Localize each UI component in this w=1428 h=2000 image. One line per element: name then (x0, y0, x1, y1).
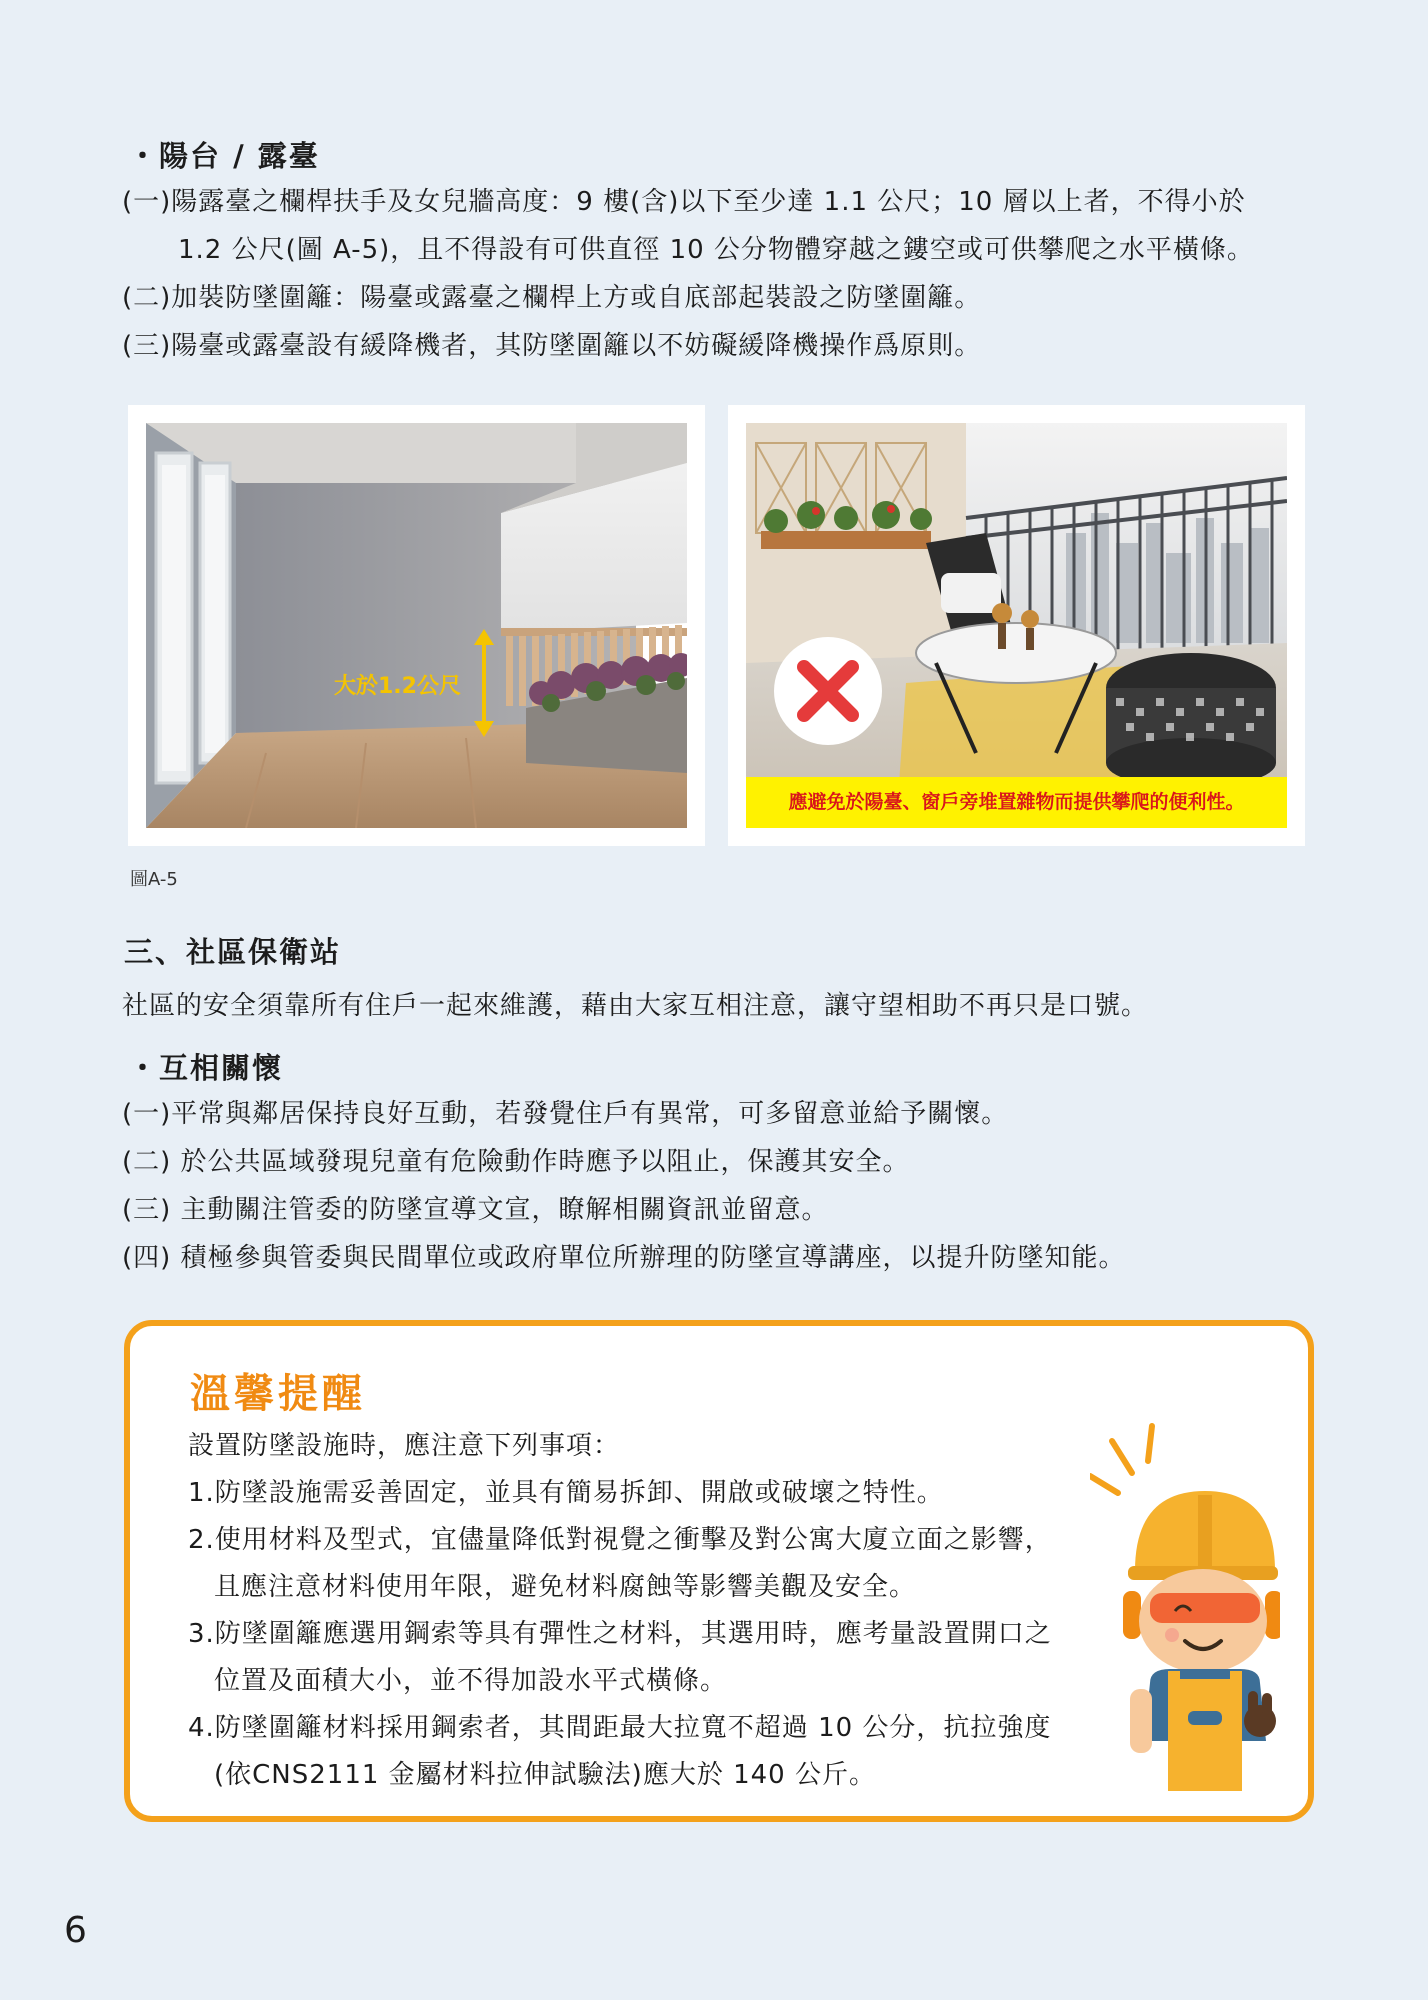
balcony-item-1-cont: 1.2 公尺(圖 A-5)，且不得設有可供直徑 10 公分物體穿越之鏤空或可供攀爬之水平橫條。 (178, 235, 1254, 265)
tip-item-4-cont: (依CNS2111 金屬材料拉伸試驗法)應大於 140 公斤。 (214, 1760, 876, 1790)
balcony-item-3: (三)陽臺或露臺設有緩降機者，其防墜圍籬以不妨礙緩降機操作爲原則。 (122, 331, 982, 361)
hazard-caption: 應避免於陽臺、窗戶旁堆置雜物而提供攀爬的便利性。 (788, 791, 1245, 813)
care-item-2: (二) 於公共區域發現兒童有危險動作時應予以阻止，保護其安全。 (122, 1147, 910, 1177)
tip-item-1: 1.防墜設施需妥善固定，並具有簡易拆卸、開啟或破壞之特性。 (188, 1478, 944, 1508)
tip-item-2-cont: 且應注意材料使用年限，避免材料腐蝕等影響美觀及安全。 (214, 1572, 917, 1602)
photo-balcony-scene (146, 423, 687, 828)
mutual-care-heading: ・互相關懷 (128, 1051, 284, 1085)
care-item-1: (一)平常與鄰居保持良好互動，若發覺住戶有異常，可多留意並給予關懷。 (122, 1099, 1009, 1129)
tip-item-4: 4.防墜圍籬材料採用鋼索者，其間距最大拉寬不超過 10 公分，抗拉強度 (188, 1713, 1052, 1743)
community-heading: 三、社區保衛站 (124, 935, 342, 969)
tip-content (188, 1423, 1052, 1799)
balcony-item-1: (一)陽露臺之欄桿扶手及女兒牆高度：9 樓(含)以下至少達 1.1 公尺；10 層以上者，不得小於 (122, 187, 1246, 217)
photo-balcony-height (128, 405, 705, 846)
figure-caption: 圖A-5 (130, 869, 178, 890)
tip-item-2: 2.使用材料及型式，宜儘量降低對視覺之衝擊及對公寓大廈立面之影響， (188, 1525, 1052, 1555)
hazard-illustration (746, 423, 1287, 828)
worker-mascot-icon (1090, 1421, 1280, 1791)
tip-intro: 設置防墜設施時，應注意下列事項： (188, 1431, 621, 1461)
tip-title: 溫馨提醒 (190, 1371, 366, 1417)
balcony-illustration (146, 423, 687, 828)
tip-box (124, 1320, 1314, 1822)
height-label: 大於1.2公尺 (334, 674, 461, 699)
balcony-list (122, 178, 1254, 370)
balcony-heading: ・陽台 / 露臺 (128, 139, 320, 173)
community-intro: 社區的安全須靠所有住戶一起來維護，藉由大家互相注意，讓守望相助不再只是口號。 (122, 991, 1149, 1021)
photo-hazard-scene (746, 423, 1287, 828)
tip-item-3: 3.防墜圍籬應選用鋼索等具有彈性之材料，其選用時，應考量設置開口之 (188, 1619, 1052, 1649)
tip-item-3-cont: 位置及面積大小，並不得加設水平式橫條。 (214, 1666, 728, 1696)
care-item-4: (四) 積極參與管委與民間單位或政府單位所辦理的防墜宣導講座，以提升防墜知能。 (122, 1243, 1126, 1273)
balcony-item-2: (二)加裝防墜圍籬：陽臺或露臺之欄桿上方或自底部起裝設之防墜圍籬。 (122, 283, 982, 313)
page-number: 6 (64, 1910, 87, 1951)
care-item-3: (三) 主動關注管委的防墜宣導文宣，瞭解相關資訊並留意。 (122, 1195, 829, 1225)
photo-climb-hazard (728, 405, 1305, 846)
mutual-care-list (122, 1090, 1126, 1282)
